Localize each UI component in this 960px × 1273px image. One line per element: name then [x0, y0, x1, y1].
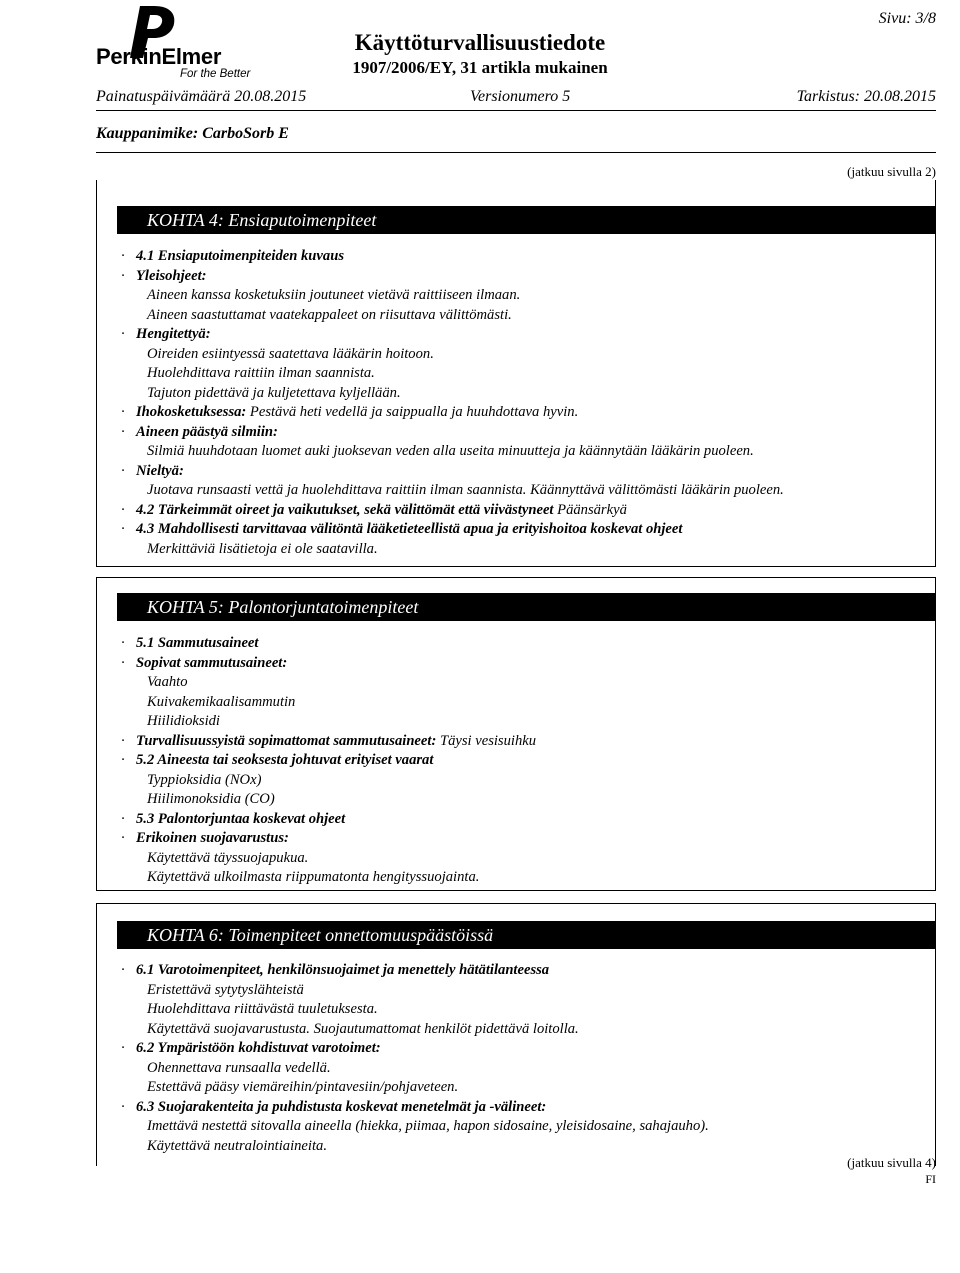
- bullet-dot-icon: ·: [121, 521, 125, 537]
- item-text: Juotava runsaasti vettä ja huolehdittava raittiin ilman saannista. Käännyttävä välittömästi lääkärin puoleen.: [147, 482, 784, 498]
- logo-wordmark: PerkinElmer: [96, 44, 222, 69]
- trade-divider: [96, 152, 936, 153]
- item-heading: Nieltyä:: [136, 462, 184, 479]
- document-subtitle: 1907/2006/EY, 31 artikla mukainen: [352, 58, 608, 77]
- bullet-dot-icon: ·: [121, 810, 125, 827]
- section-5-lines: [121, 634, 935, 888]
- list-item: [121, 981, 935, 1001]
- item-text: Hiilidioksidi: [147, 713, 220, 729]
- bullet-dot-icon: ·: [121, 1098, 125, 1115]
- list-item: [121, 810, 935, 830]
- item-heading: Hengitettyä:: [136, 326, 211, 342]
- item-heading: 4.2 Tärkeimmät oireet ja vaikutukset, sekä välittömät että viivästyneet: [136, 501, 554, 518]
- item-heading: 5.3 Palontorjuntaa koskevat ohjeet: [136, 810, 346, 827]
- bullet-dot-icon: ·: [121, 962, 125, 978]
- bullet-dot-icon: ·: [121, 462, 125, 479]
- item-text: Käytettävä suojavarustusta. Suojautumattomat henkilöt pidettävä loitolla.: [147, 1020, 579, 1037]
- item-text: Huolehdittava raittiin ilman saannista.: [147, 365, 375, 381]
- list-item: [121, 481, 935, 501]
- section-5-title: KOHTA 5: Palontorjuntatoimenpiteet: [117, 593, 935, 621]
- header-divider: [96, 110, 936, 111]
- bullet-dot-icon: ·: [121, 248, 125, 264]
- item-heading: Aineen päästyä silmiin:: [136, 423, 278, 440]
- list-item: [121, 306, 935, 326]
- logo-tagline: For the Better: [180, 68, 251, 80]
- bullet-dot-icon: ·: [121, 326, 125, 342]
- list-item: [121, 849, 935, 869]
- bullet-dot-icon: ·: [121, 267, 125, 284]
- list-item: [121, 751, 935, 771]
- list-item: [121, 1020, 935, 1040]
- list-item: [121, 267, 935, 287]
- section-4-lines: [121, 247, 935, 559]
- print-date: Painatuspäivämäärä 20.08.2015: [96, 88, 307, 105]
- list-item: [121, 1137, 935, 1157]
- list-item: [121, 732, 935, 752]
- bullet-dot-icon: ·: [121, 1040, 125, 1056]
- item-text: Estettävä pääsy viemäreihin/pintavesiin/pohjaveteen.: [147, 1079, 459, 1095]
- meta-row: [96, 88, 936, 108]
- item-text: Aineen saastuttamat vaatekappaleet on riisuttava välittömästi.: [147, 306, 512, 323]
- item-text: Merkittäviä lisätietoja ei ole saatavilla.: [147, 540, 378, 557]
- continued-to: (jatkuu sivulla 4): [847, 1155, 936, 1170]
- item-text: Imettävä nestettä sitovalla aineella (hiekka, piimaa, hapon sidosaine, yleisidosaine, sahajauho).: [147, 1118, 709, 1134]
- item-text: Pestävä heti vedellä ja saippualla ja huuhdottava hyvin.: [246, 404, 579, 420]
- item-text: Täysi vesisuihku: [436, 732, 537, 749]
- list-item: [121, 520, 935, 540]
- list-item: [121, 384, 935, 404]
- item-text: Silmiä huuhdotaan luomet auki juoksevan veden alla useita minuutteja ja käännytään lääkärin puoleen.: [147, 443, 754, 459]
- list-item: [121, 423, 935, 443]
- list-item: [121, 442, 935, 462]
- list-item: [121, 1078, 935, 1098]
- list-item: [121, 1098, 935, 1118]
- item-text: Päänsärkyä: [553, 501, 627, 518]
- bullet-dot-icon: ·: [121, 830, 125, 846]
- section-6-box: [96, 903, 936, 1166]
- item-heading: Ihokosketuksessa:: [136, 404, 247, 420]
- bullet-dot-icon: ·: [121, 732, 125, 749]
- version-number: Versionumero 5: [470, 88, 571, 105]
- list-item: [121, 364, 935, 384]
- list-item: [121, 1000, 935, 1020]
- item-text: Oireiden esiintyessä saatettava lääkärin hoitoon.: [147, 345, 434, 362]
- item-text: Käytettävä ulkoilmasta riippumatonta hengityssuojainta.: [147, 869, 480, 885]
- item-text: Hiilimonoksidia (CO): [147, 791, 275, 807]
- item-text: Käytettävä neutralointiaineita.: [147, 1137, 327, 1154]
- bullet-dot-icon: ·: [121, 654, 125, 671]
- item-heading: Yleisohjeet:: [136, 267, 207, 284]
- section-4-title: KOHTA 4: Ensiaputoimenpiteet: [117, 206, 935, 234]
- page-number: Sivu: 3/8: [878, 10, 936, 27]
- list-item: [121, 325, 935, 345]
- list-item: [121, 403, 935, 423]
- item-heading: 4.3 Mahdollisesti tarvittavaa välitöntä lääketieteellistä apua ja erityishoitoa koskevat ohjeet: [136, 521, 683, 537]
- item-heading: Sopivat sammutusaineet:: [136, 654, 288, 671]
- item-heading: Turvallisuussyistä sopimattomat sammutusaineet:: [136, 732, 437, 749]
- trade-name: Kauppanimike: CarboSorb E: [96, 125, 289, 142]
- item-heading: 6.2 Ympäristöön kohdistuvat varotoimet:: [136, 1040, 381, 1056]
- document-title: Käyttöturvallisuustiedote: [354, 30, 606, 55]
- list-item: [121, 540, 935, 560]
- item-text: Typpioksidia (NOx): [147, 771, 262, 788]
- list-item: [121, 286, 935, 306]
- section-4-box: [96, 180, 936, 567]
- section-5-box: [96, 577, 936, 891]
- bullet-dot-icon: ·: [121, 501, 125, 518]
- item-text: Ohennettava runsaalla vedellä.: [147, 1059, 331, 1076]
- bullet-dot-icon: ·: [121, 423, 125, 440]
- list-item: [121, 634, 935, 654]
- item-text: Eristettävä sytytyslähteistä: [147, 981, 304, 998]
- item-text: Tajuton pidettävä ja kuljetettava kyljellään.: [147, 384, 401, 401]
- list-item: [121, 247, 935, 267]
- section-6-lines: [121, 961, 935, 1156]
- revision-date: Tarkistus: 20.08.2015: [796, 88, 936, 105]
- item-heading: 6.1 Varotoimenpiteet, henkilönsuojaimet ja menettely hätätilanteessa: [136, 962, 550, 978]
- item-text: Aineen kanssa kosketuksiin joutuneet vietävä raittiiseen ilmaan.: [147, 287, 521, 303]
- list-item: [121, 345, 935, 365]
- item-text: Huolehdittava riittävästä tuuletuksesta.: [147, 1001, 378, 1017]
- item-heading: 6.3 Suojarakenteita ja puhdistusta koskevat menetelmät ja -välineet:: [136, 1098, 547, 1115]
- list-item: [121, 654, 935, 674]
- list-item: [121, 790, 935, 810]
- language-code: FI: [925, 1172, 936, 1186]
- item-heading: 5.2 Aineesta tai seoksesta johtuvat erityiset vaarat: [136, 752, 434, 768]
- list-item: [121, 1117, 935, 1137]
- list-item: [121, 1039, 935, 1059]
- bullet-dot-icon: ·: [121, 404, 125, 420]
- list-item: [121, 501, 935, 521]
- list-item: [121, 771, 935, 791]
- list-item: [121, 673, 935, 693]
- item-heading: 5.1 Sammutusaineet: [136, 635, 259, 651]
- list-item: [121, 693, 935, 713]
- list-item: [121, 712, 935, 732]
- list-item: [121, 1059, 935, 1079]
- list-item: [121, 868, 935, 888]
- item-heading: 4.1 Ensiaputoimenpiteiden kuvaus: [136, 248, 344, 264]
- list-item: [121, 462, 935, 482]
- item-text: Kuivakemikaalisammutin: [147, 693, 296, 710]
- item-text: Käytettävä täyssuojapukua.: [147, 849, 309, 866]
- bullet-dot-icon: ·: [121, 752, 125, 768]
- bullet-dot-icon: ·: [121, 635, 125, 651]
- list-item: [121, 829, 935, 849]
- continued-from: (jatkuu sivulla 2): [847, 164, 936, 179]
- section-6-title: KOHTA 6: Toimenpiteet onnettomuuspäästöissä: [117, 921, 935, 949]
- item-text: Vaahto: [147, 674, 188, 690]
- item-heading: Erikoinen suojavarustus:: [136, 830, 289, 846]
- list-item: [121, 961, 935, 981]
